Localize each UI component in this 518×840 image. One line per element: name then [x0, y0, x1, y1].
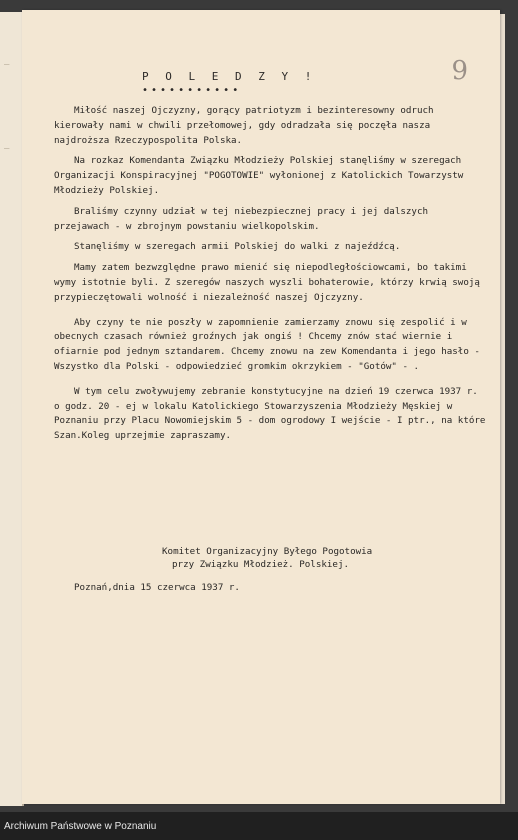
- page-number: 9: [451, 56, 468, 86]
- paragraph: Braliśmy czynny udział w tej niebezpiecznej pracy i jej dalszych przejawach - w zbrojnym powstaniu wielkopolskim.: [54, 205, 429, 232]
- title-underline-dots: •••••••••••: [142, 85, 242, 96]
- signature-block: [62, 545, 462, 571]
- left-page-strip: [0, 12, 24, 806]
- paragraph: Miłość naszej Ojczyzny, gorący patriotyzm i bezinteresowny odruch kierowały nami w chwili przełomowej, gdy odradzała się poczęła nasza najdroższa Rzeczypospolita Polska.: [54, 105, 434, 146]
- paragraph: Na rozkaz Komendanta Związku Młodzieży Polskiej stanęliśmy w szeregach Organizacji Konspiracyjnej "POGOTOWIE" wyłonionej z Katolickich Towarzystw Młodzieży Polskiej.: [54, 155, 464, 196]
- paragraph: Mamy zatem bezwzględne prawo mienić się niepodległościowcami, bo takimi wymy istotnie byli. Z szeregów naszych wyszli bohaterowie, którzy krwią swoją przypieczętowali wolność i niezależność naszej Ojczyzny.: [54, 262, 480, 303]
- document-page: [22, 10, 500, 804]
- document-body: [54, 104, 486, 450]
- paragraph: W tym celu zwoływujemy zebranie konstytucyjne na dzień 19 czerwca 1937 r. o godz. 20 - ej w lokalu Katolickiego Stowarzyszenia Młodzieży Męskiej w Poznaniu przy Placu Nowomiejskim 5 - dom ogrodowy I wejście - I ptr., na które Szan.Koleg uprzejmie zapraszamy.: [54, 385, 486, 442]
- place-date: Poznań,dnia 15 czerwca 1937 r.: [74, 582, 240, 593]
- strip-mark: —: [4, 144, 10, 154]
- paragraph: Aby czyny te nie poszły w zapomnienie zamierzamy znowu się zespolić i w obecnych czasach również groźnych jak ongiś ! Chcemy znów stać wiernie i ofiarnie pod jednym sztandarem. Chcemy znowu na zew Komendanta i jego hasło - Wszystko dla Polski - odpowiedzieć gromkim okrzykiem - "Gotów" - .: [54, 316, 480, 372]
- signature-line: Komitet Organizacyjny Byłego Pogotowia: [162, 546, 373, 557]
- strip-mark: —: [4, 60, 10, 70]
- document-title: P O L E D Z Y !: [142, 70, 317, 83]
- paragraph: Stanęliśmy w szeregach armii Polskiej do walki z najeźdźcą.: [74, 241, 401, 253]
- signature-line: przy Związku Młodzież. Polskiej.: [172, 559, 350, 570]
- archive-footer: Archiwum Państwowe w Poznaniu: [0, 812, 518, 840]
